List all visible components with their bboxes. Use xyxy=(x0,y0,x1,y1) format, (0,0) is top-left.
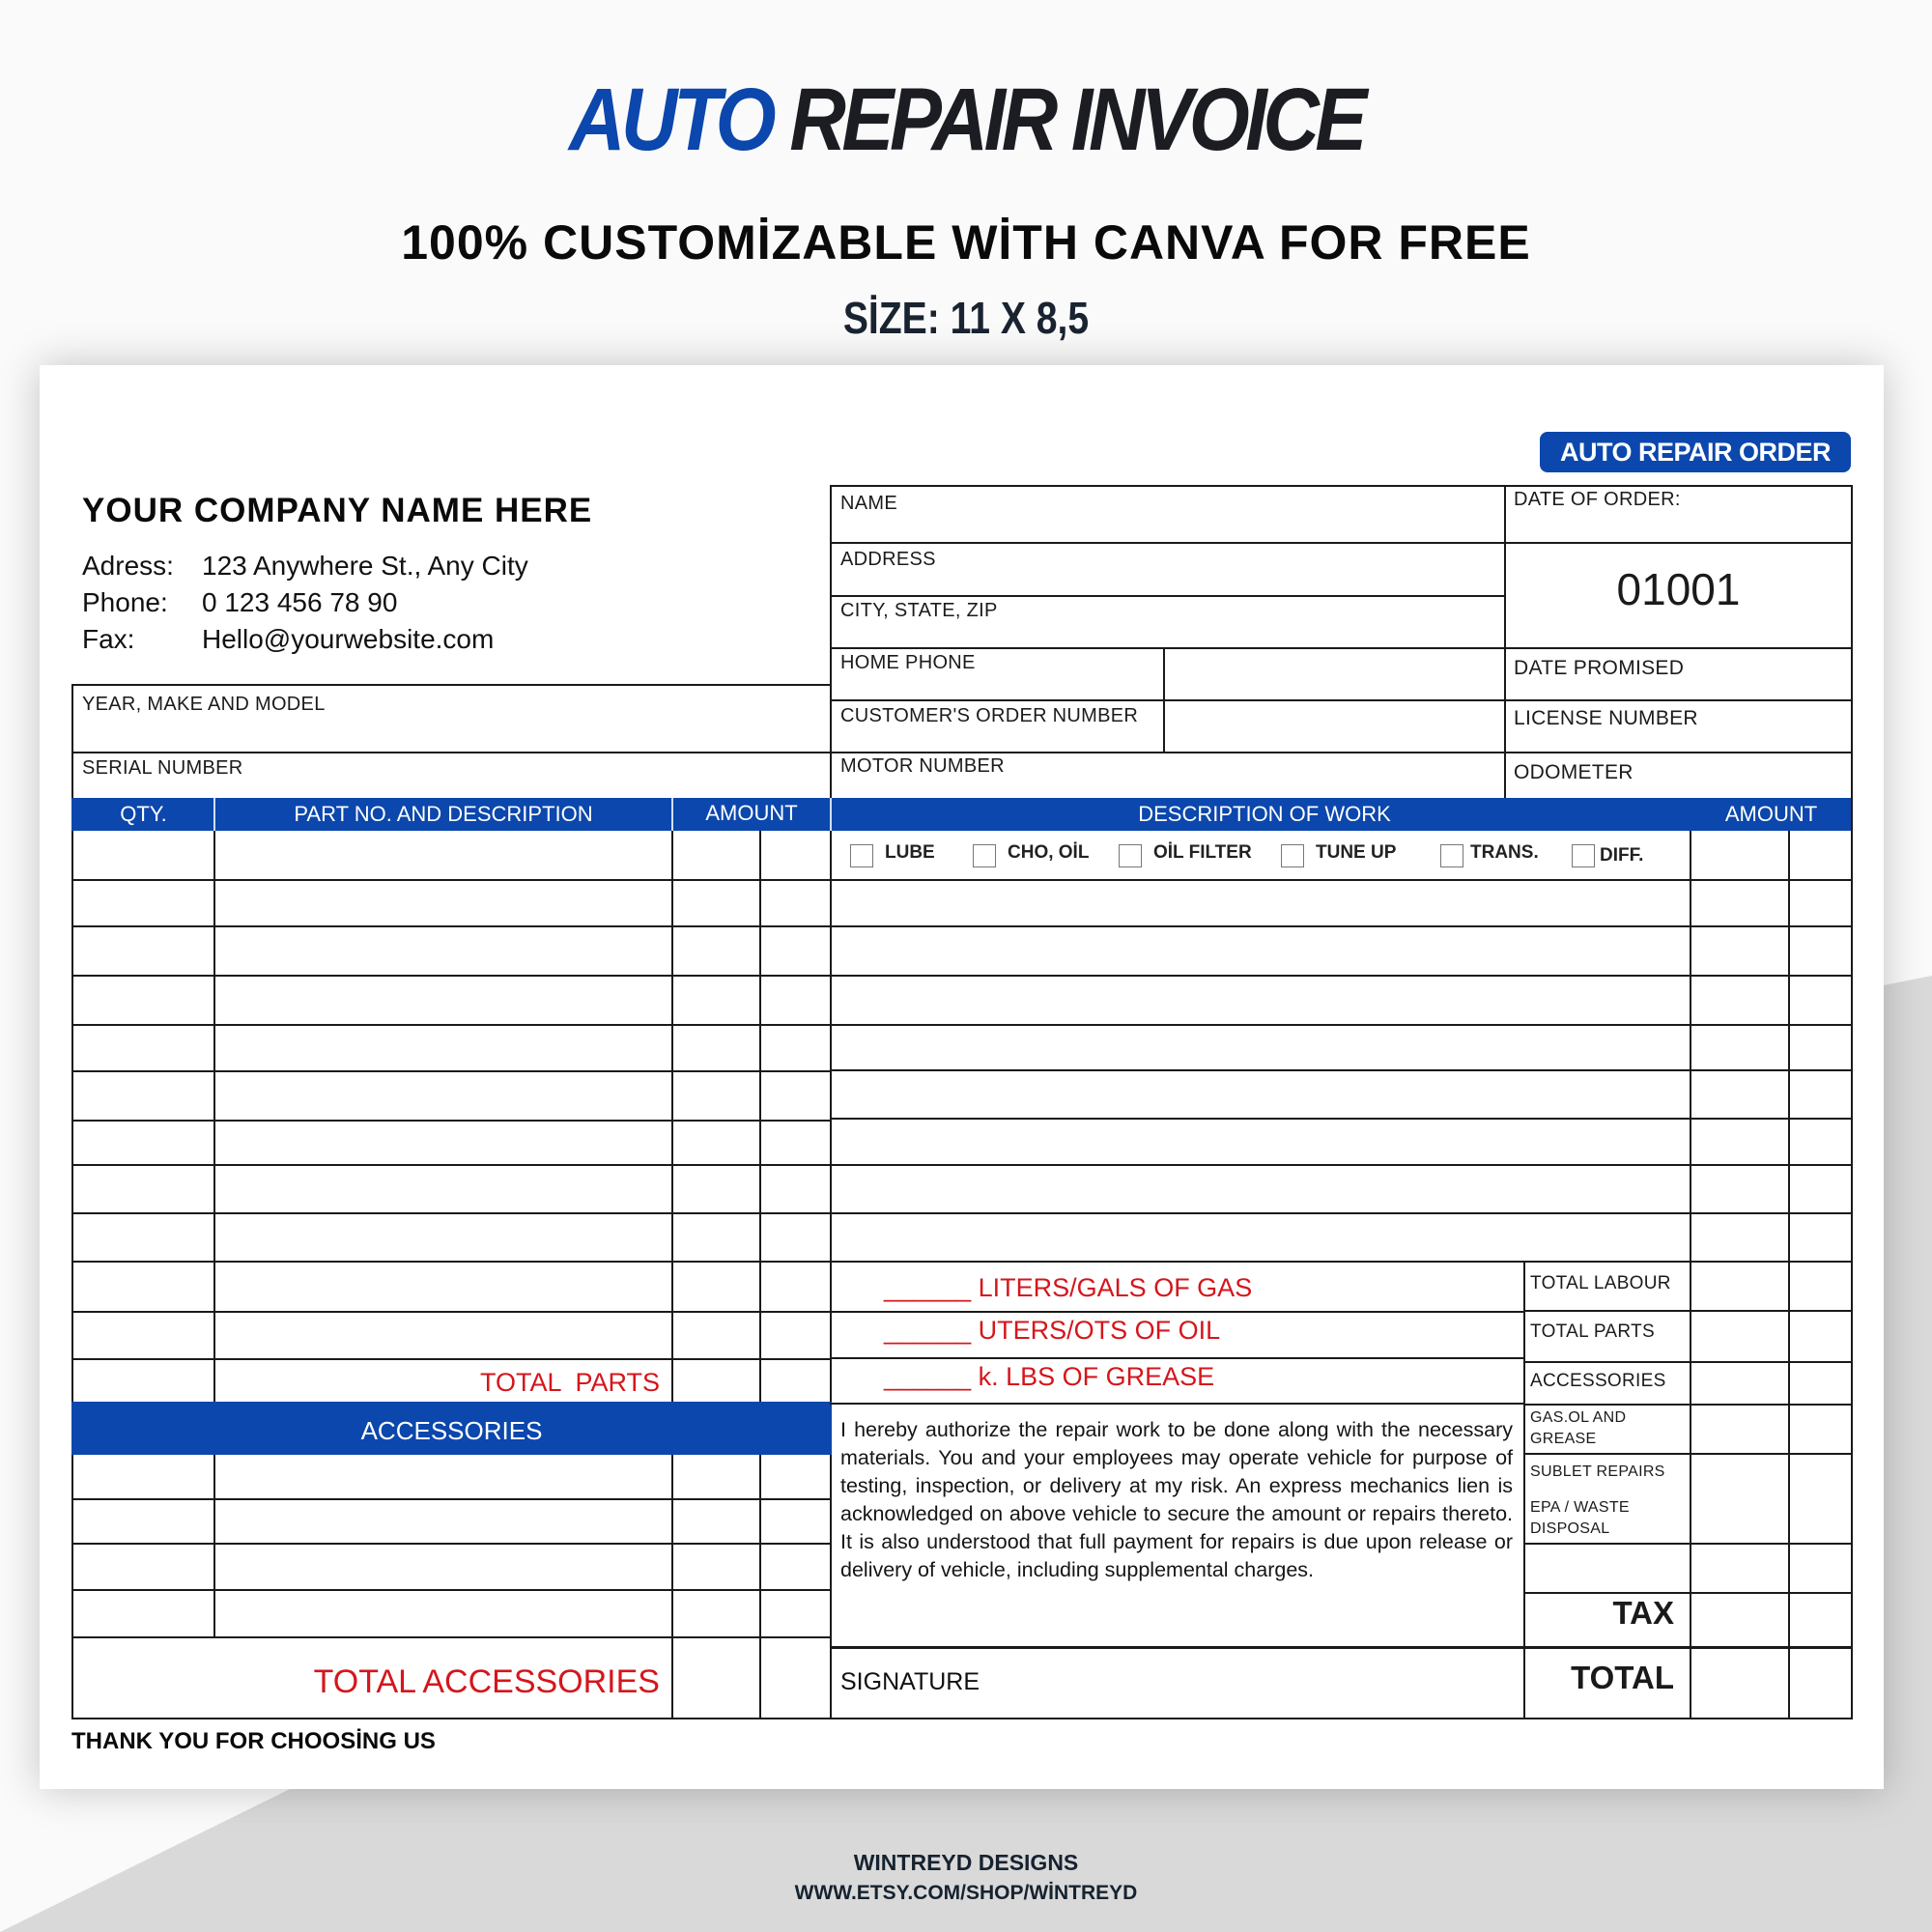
motor-number-field[interactable] xyxy=(832,753,1504,798)
checkbox-oil-filter[interactable] xyxy=(1119,844,1142,867)
promo-title xyxy=(116,70,1816,171)
date-of-order-field[interactable] xyxy=(1506,512,1851,542)
summary-accessories: ACCESSORIES xyxy=(1530,1371,1666,1391)
total-amount-field[interactable] xyxy=(1691,1649,1851,1718)
col-header-parts-amount: AMOUNT xyxy=(705,801,798,825)
company-address-value: 123 Anywhere St., Any City xyxy=(202,551,528,581)
motor-number-label: MOTOR NUMBER xyxy=(840,755,1005,777)
promo-title-rest: REPAIR INVOICE xyxy=(789,71,1364,169)
fluid-oil-blank: ______ xyxy=(884,1316,972,1345)
signature-field[interactable] xyxy=(995,1650,1521,1718)
checkbox-label-lube: LUBE xyxy=(885,842,935,863)
fluid-oil-label: UTERS/OTS OF OIL xyxy=(978,1316,1221,1345)
checkbox-label-oil-filter: OİL FILTER xyxy=(1153,842,1252,863)
col-header-work-desc: DESCRIPTION OF WORK xyxy=(1138,802,1391,826)
customer-order-number-label: CUSTOMER'S ORDER NUMBER xyxy=(840,705,1139,726)
license-number-label: LICENSE NUMBER xyxy=(1514,707,1698,729)
year-make-model-field[interactable] xyxy=(73,686,830,752)
col-header-qty: QTY. xyxy=(120,802,167,826)
summary-total-parts: TOTAL PARTS xyxy=(1530,1321,1655,1342)
checkbox-label-trans: TRANS. xyxy=(1470,842,1539,863)
col-header-part-desc: PART NO. AND DESCRIPTION xyxy=(294,802,593,826)
city-state-zip-field[interactable] xyxy=(832,597,1504,647)
serial-number-field[interactable] xyxy=(73,753,830,798)
total-parts-label: TOTAL PARTS xyxy=(479,1368,660,1397)
footer-url[interactable]: WWW.ETSY.COM/SHOP/WİNTREYD xyxy=(794,1882,1138,1904)
summary-total-labour: TOTAL LABOUR xyxy=(1530,1273,1671,1293)
checkbox-label-change-oil: CHO, OİL xyxy=(1008,842,1090,863)
thank-you-note: THANK YOU FOR CHOOSİNG US xyxy=(71,1728,436,1754)
promo-size: SİZE: 11 X 8,5 xyxy=(842,293,1090,343)
fluid-grease-blank: ______ xyxy=(884,1362,972,1391)
promo-subtitle: 100% CUSTOMİZABLE WİTH CANVA FOR FREE xyxy=(401,215,1531,270)
checkbox-diff[interactable] xyxy=(1572,844,1595,867)
col-header-work-amount: AMOUNT xyxy=(1724,802,1818,826)
name-field[interactable] xyxy=(832,487,1504,542)
signature-label: SIGNATURE xyxy=(840,1668,980,1695)
authorization-text: I hereby authorize the repair work to be done along with the necessary materials. You and your employees may operate vehicle for purpose of testing, inspection, or delivery at my risk. An express mechanics lien is acknowledged on above vehicle to secure the amount or repairs thereto. It is also understood that full payment for repairs is due upon release or delivery of vehicle, including supplemental charges. xyxy=(840,1418,1513,1581)
company-phone-label: Phone: xyxy=(82,587,168,617)
customer-order-number-field[interactable] xyxy=(1165,701,1504,752)
order-number: 01001 xyxy=(1616,564,1741,614)
total-accessories-label: TOTAL ACCESSORIES xyxy=(313,1663,660,1700)
serial-number-label: SERIAL NUMBER xyxy=(82,757,243,779)
fluid-oil xyxy=(884,1316,1220,1346)
summary-total: TOTAL xyxy=(1571,1660,1674,1695)
checkbox-tune-up[interactable] xyxy=(1281,844,1304,867)
company-address-label: Adress: xyxy=(82,551,174,581)
company-name: YOUR COMPANY NAME HERE xyxy=(82,492,593,529)
checkbox-change-oil[interactable] xyxy=(973,844,996,867)
fluid-gas xyxy=(884,1273,1252,1303)
company-phone-value: 0 123 456 78 90 xyxy=(202,587,398,617)
fluid-gas-label: LITERS/GALS OF GAS xyxy=(978,1273,1253,1302)
summary-sublet-repairs: SUBLET REPAIRS xyxy=(1530,1463,1665,1480)
summary-gas-oil-grease: GAS.OL AND GREASE xyxy=(1530,1409,1627,1447)
order-badge: AUTO REPAIR ORDER xyxy=(1540,432,1851,472)
city-state-zip-label: CITY, STATE, ZIP xyxy=(840,600,998,621)
odometer-label: ODOMETER xyxy=(1514,761,1634,783)
company-fax-value: Hello@yourwebsite.com xyxy=(202,624,495,654)
footer-brand: WINTREYD DESIGNS xyxy=(853,1850,1079,1875)
home-phone-label: HOME PHONE xyxy=(840,652,976,673)
fluid-gas-blank: ______ xyxy=(884,1273,972,1302)
summary-tax: TAX xyxy=(1612,1595,1674,1631)
summary-epa-waste: EPA / WASTE DISPOSAL xyxy=(1530,1499,1630,1537)
name-field-label: NAME xyxy=(840,493,897,514)
checkbox-trans[interactable] xyxy=(1440,844,1463,867)
address-field[interactable] xyxy=(832,544,1504,595)
fluid-grease xyxy=(884,1362,1214,1392)
year-make-model-label: YEAR, MAKE AND MODEL xyxy=(82,694,326,715)
checkbox-label-tune-up: TUNE UP xyxy=(1316,842,1397,863)
checkbox-lube[interactable] xyxy=(850,844,873,867)
date-promised-label: DATE PROMISED xyxy=(1514,657,1685,679)
date-of-order-label: DATE OF ORDER: xyxy=(1514,489,1681,510)
fluid-grease-label: k. LBS OF GREASE xyxy=(978,1362,1215,1391)
home-phone-field[interactable] xyxy=(1165,649,1504,699)
accessories-header: ACCESSORIES xyxy=(360,1416,543,1445)
checkbox-label-diff: DIFF. xyxy=(1600,845,1644,866)
company-fax-label: Fax: xyxy=(82,624,135,654)
promo-title-accent: AUTO xyxy=(568,71,773,169)
address-field-label: ADDRESS xyxy=(840,549,936,570)
